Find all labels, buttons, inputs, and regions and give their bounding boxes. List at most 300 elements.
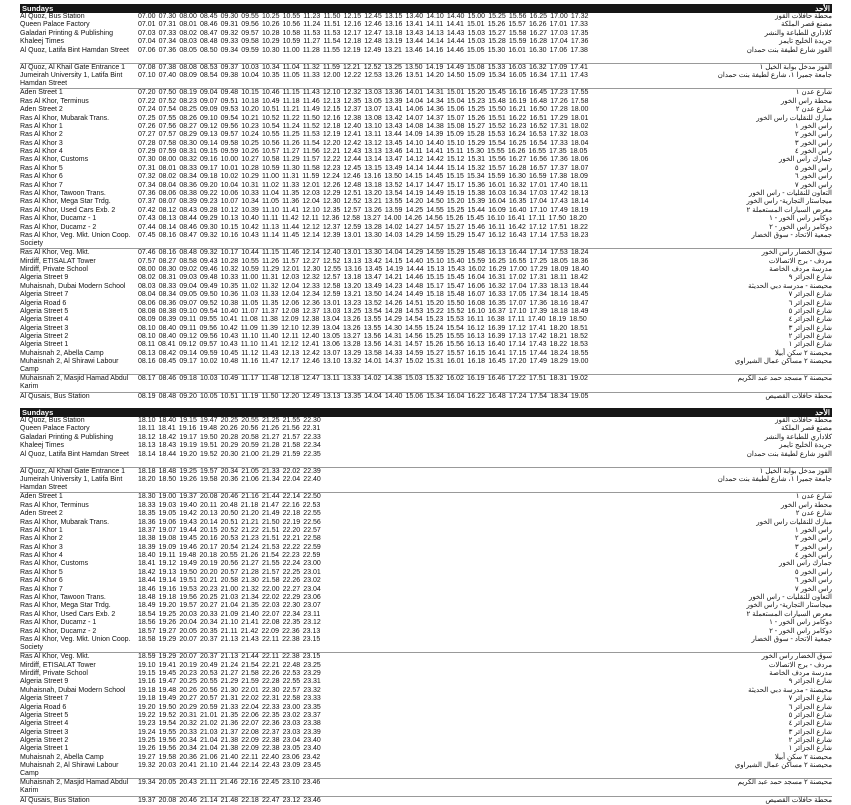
- stop-name-en: Ras Al Khor 7: [20, 181, 63, 189]
- departure-times: 07.24 07.54 08.25 09.09 09.53 10.20 10.51 11.21 11.49 12.15 12.37 13.07 13.41 14.06 14.36 15.06 15.25 15.50 16.21 16.50 17.28 18.00: [138, 106, 589, 114]
- stop-name-en: Al Quoz, Bus Station: [20, 13, 85, 20]
- departure-times: 19.34 20.05 20.43 21.11 21.46 22.16 22.45 23.10 23.46: [138, 779, 321, 787]
- stop-row: [20, 729, 832, 737]
- stop-name-ar: راس الخور ٤: [794, 148, 832, 156]
- stop-name-en: Ras Al Khor, Terminus: [20, 501, 89, 509]
- stop-name-ar: دوكامز راس الخور - ١: [769, 619, 832, 627]
- stop-name-en: Algeria Street 9: [20, 274, 69, 282]
- stop-row: [20, 527, 832, 535]
- stop-name-en: Ras Al Khor, Veg. Mkt.: [20, 249, 90, 257]
- departure-times: 08.02 08.31 09.03 09.48 10.33 11.00 11.31 12.03 12.32 12.57 13.18 13.47 14.21 14.46 15.15 15.45 16.04 16.31 17.02 17.31 18.11 18.42: [138, 274, 588, 282]
- departure-times: 08.10 08.40 09.11 09.56 10.42 11.09 11.39 12.10 12.39 13.04 13.26 13.55 14.30 14.55 15.24 15.54 16.12 16.39 17.12 17.41 18.20 18.51: [138, 324, 588, 332]
- departure-times: 07.43 08.13 08.44 09.29 10.13 10.40 11.11 11.42 12.11 12.36 12.58 13.27 14.00 14.26 14.56 15.26 15.45 16.10 16.41 17.11 17.50 18.20: [138, 215, 587, 223]
- stop-row: [20, 341, 832, 349]
- stop-row: [20, 148, 832, 156]
- stop-name-en: Queen Palace Factory: [20, 21, 90, 29]
- stop-row: [20, 258, 832, 266]
- stop-name-en: Al Qusais, Bus Station: [20, 392, 90, 400]
- stop-name-ar: راس الخور ٦: [794, 173, 832, 181]
- departure-times: 07.26 07.56 08.27 09.12 09.56 10.23 10.54 11.24 11.52 12.18 12.40 13.10 13.43 14.08 14.38 15.08 15.27 15.52 16.23 16.52 17.31 18.02: [138, 122, 589, 130]
- stop-name-en: Algeria Street 3: [20, 728, 69, 736]
- departure-times: 07.01 07.31 08.01 08.46 09.31 09.56 10.26 10.56 11.24 11.51 12.16 12.46 13.16 13.41 14.11 14.41 15.01 15.26 15.57 16.26 17.01 17.33: [138, 21, 588, 29]
- stop-name-ar: سوق الخضار راس الخور: [761, 653, 832, 661]
- stop-name-ar: راس الخور ٧: [794, 181, 832, 189]
- departure-times: 07.28 07.58 08.30 09.14 09.58 10.25 10.56 11.26 11.54 12.20 12.42 13.12 13.45 14.10 14.40 15.10 15.29 15.54 16.25 16.54 17.33 18.04: [138, 139, 589, 147]
- stop-row: [20, 442, 832, 450]
- stop-name-ar: راس الخور ٥: [794, 164, 832, 172]
- stop-name-en: Queen Palace Factory: [20, 425, 90, 433]
- departure-times: 07.20 07.50 08.19 09.04 09.48 10.15 10.46 11.15 11.43 12.10 12.32 13.03 13.36 14.01 14.31 15.01 15.20 15.45 16.16 16.45 17.23 17.55: [138, 89, 589, 97]
- stop-name-en: Ras Al Khor, Mubarak Trans.: [20, 114, 110, 122]
- stop-name-en: Algeria Street 1: [20, 745, 69, 753]
- stop-name-ar: التعاون للنقليات - راس الخور: [748, 190, 832, 198]
- stop-name-ar: شارع الجزائر ٥: [788, 711, 832, 719]
- departure-times: 18.11 18.41 19.16 19.48 20.26 20.56 21.26 21.56 22.31: [138, 425, 321, 433]
- stop-name-en: Algeria Street 7: [20, 695, 69, 703]
- departure-times: 07.10 07.40 08.09 08.54 09.38 10.04 10.35 11.05 11.33 12.00 12.22 12.53 13.26 13.51 14.20 14.50 15.09 15.34 16.05 16.34 17.11 17.43: [138, 72, 588, 80]
- departure-times: 18.57 19.27 20.05 20.35 21.11 21.42 22.09 22.36 23.13: [138, 627, 321, 635]
- stop-name-ar: شارع الجزائر ١: [788, 341, 832, 349]
- stop-row: [20, 207, 832, 215]
- departure-times: 18.46 19.16 19.53 20.23 21.00 21.32 22.00 22.27 23.04: [138, 585, 321, 593]
- stop-row: [20, 374, 832, 391]
- stop-name-ar: القوز شارع لطيفة بنت حمدان: [746, 450, 832, 458]
- stop-name-en: Ras Al Khor, Used Cars Exb. 2: [20, 610, 116, 618]
- stop-name-en: Al Quoz, Bus Station: [20, 417, 85, 424]
- timetable-morning: [20, 4, 832, 401]
- stop-name-en: Algeria Street 9: [20, 678, 69, 686]
- stop-name-en: Khaleej Times: [20, 442, 64, 450]
- stop-name-en: Ras Al Khor 3: [20, 543, 63, 551]
- stop-row: [20, 173, 832, 181]
- departure-times: 18.35 19.05 19.42 20.13 20.50 21.20 21.49 22.18 22.55: [138, 510, 321, 518]
- stop-row: [20, 13, 832, 21]
- departure-times: 18.44 19.14 19.51 20.21 20.58 21.30 21.58 22.26 23.02: [138, 577, 321, 585]
- stop-row: [20, 98, 832, 106]
- stop-row: [20, 300, 832, 308]
- departure-times: 07.00 07.30 08.00 08.45 09.30 09.55 10.25 10.55 11.23 11.50 12.15 12.45 13.15 13.40 14.10 14.40 15.00 15.25 15.56 16.25 17.00 17.32: [138, 13, 589, 20]
- stop-name-en: Algeria Street 5: [20, 307, 69, 315]
- departure-times: 18.13 18.43 19.19 19.51 20.29 20.59 21.28 21.58 22.34: [138, 442, 321, 450]
- stop-name-en: Ras Al Khor, Customs: [20, 156, 89, 164]
- stop-name-ar: محطة راس الخور: [780, 501, 832, 509]
- stop-name-en: Ras Al Khor, Tawoon Trans.: [20, 190, 106, 198]
- stop-row: [20, 308, 832, 316]
- departure-times: 07.08 07.38 08.08 08.53 09.37 10.03 10.34 11.04 11.32 11.59 12.21 12.52 13.25 13.50 14.19 14.49 15.08 15.33 16.03 16.32 17.09 17.41: [138, 63, 588, 71]
- departure-times: 19.26 19.56 20.34 21.04 21.38 22.09 22.38 23.05 23.40: [138, 745, 321, 753]
- stop-name-ar: شارع الجزائر ٩: [788, 678, 832, 686]
- stop-name-en: Algeria Street 4: [20, 720, 69, 728]
- stop-name-en: Ras Al Khor, Veg. Mkt.: [20, 653, 90, 661]
- stop-name-ar: شارع الجزائر ٦: [788, 703, 832, 711]
- departure-times: 18.54 19.25 20.03 20.33 21.09 21.40 22.07 22.34 23.11: [138, 610, 321, 618]
- stop-name-en: Mirdiff, Private School: [20, 669, 88, 677]
- stop-name-en: Al Qusais, Bus Station: [20, 796, 90, 804]
- stop-row: [20, 434, 832, 442]
- departure-times: 07.27 07.57 08.29 09.13 09.57 10.24 10.55 11.25 11.53 12.19 12.41 13.11 13.44 14.09 14.39 15.09 15.28 15.53 16.24 16.53 17.32 18.03: [138, 131, 588, 139]
- stop-name-ar: جامعة جميرا ١، شارع لطيفة بنت حمدان: [717, 72, 832, 80]
- stop-name-ar: جمارك راس الخور: [778, 560, 832, 568]
- stop-row: [20, 140, 832, 148]
- departure-times: 18.36 19.06 19.43 20.14 20.51 21.21 21.50 22.19 22.56: [138, 518, 321, 526]
- stop-name-ar: راس الخور ٣: [794, 139, 832, 147]
- stop-name-ar: جمعية الاتحاد - سوق الخضار: [751, 231, 832, 239]
- stop-name-ar: معرض السيارات المستعملة ٢: [746, 206, 832, 214]
- stop-row: [20, 165, 832, 173]
- stop-name-en: Algeria Street 2: [20, 737, 69, 745]
- stop-name-en: Ras Al Khor, Ducamz - 1: [20, 215, 97, 223]
- departure-times: 18.18 18.48 19.25 19.57 20.34 21.05 21.33 22.02 22.39: [138, 467, 321, 475]
- stop-name-en: Algeria Street 1: [20, 341, 69, 349]
- stop-name-ar: محطة حافلات القوز: [775, 417, 832, 424]
- departure-times: 07.06 07.36 08.05 08.50 09.34 09.59 10.30 11.00 11.28 11.55 12.19 12.49 13.21 13.46 14.16 14.46 15.05 15.30 16.01 16.30 17.06 17.38: [138, 46, 588, 54]
- stop-row: [20, 283, 832, 291]
- stop-name-ar: راس الخور ٧: [794, 585, 832, 593]
- stop-name-en: Ras Al Khor, Mega Star Trdg.: [20, 602, 111, 610]
- departure-times: 18.41 19.12 19.49 20.19 20.56 21.27 21.55 22.24 23.00: [138, 560, 321, 568]
- stop-name-en: Algeria Street 4: [20, 316, 69, 324]
- departure-times: 07.25 07.55 08.26 09.10 09.54 10.21 10.52 11.22 11.50 12.16 12.38 13.08 13.42 14.07 14.37 15.07 15.26 15.51 16.22 16.51 17.29 18.01: [138, 114, 589, 122]
- departure-times: 18.33 19.03 19.40 20.11 20.48 21.18 21.47 22.16 22.53: [138, 501, 321, 509]
- stop-name-ar: شارع عدن ٢: [795, 510, 832, 518]
- stop-row: [20, 577, 832, 585]
- stop-name-ar: كلاداري للطباعة والنشر: [764, 433, 832, 441]
- stop-row: [20, 38, 832, 46]
- stop-name-en: Mirdiff, ETISALAT Tower: [20, 661, 96, 669]
- stop-name-en: Muhaisnah 2, Al Shirawi Labour Camp: [20, 358, 119, 374]
- stop-name-en: Ras Al Khor, Mubarak Trans.: [20, 518, 110, 526]
- stop-name-en: Ras Al Khor, Customs: [20, 560, 89, 568]
- stop-name-ar: راس الخور ٥: [794, 568, 832, 576]
- stop-row: [20, 106, 832, 114]
- stop-name-ar: محطة حافلات القصيص: [765, 392, 832, 400]
- departure-times: 19.27 19.58 20.36 21.06 21.40 22.11 22.40 23.06 23.42: [138, 753, 321, 761]
- stop-name-ar: مبارك للنقليات راس الخور: [756, 518, 832, 526]
- stop-name-en: Algeria Street 7: [20, 291, 69, 299]
- departure-times: 18.30 19.00 19.37 20.08 20.46 21.16 21.44 22.14 22.50: [138, 493, 321, 501]
- stop-name-en: Jumeirah University 1, Latifa Bint Hamdan Street: [20, 476, 123, 492]
- stop-row: [20, 678, 832, 686]
- stop-name-en: Aden Street 1: [20, 89, 63, 97]
- stop-name-en: Algeria Road 6: [20, 299, 67, 307]
- departure-times: 19.16 19.47 20.25 20.55 21.29 21.59 22.28 22.55 23.31: [138, 678, 321, 686]
- stop-name-en: Algeria Street 5: [20, 711, 69, 719]
- stop-name-en: Ras Al Khor 2: [20, 131, 63, 139]
- stop-name-ar: شارع الجزائر ١: [788, 745, 832, 753]
- stop-name-en: Muhaisnah 2, Abella Camp: [20, 753, 104, 761]
- stop-name-en: Galadari Printing & Publishing: [20, 29, 113, 37]
- departure-times: 07.04 07.34 08.03 08.48 09.33 09.58 10.29 10.59 11.27 11.54 12.18 12.48 13.19 13.44 14.14 14.44 15.03 15.28 15.59 16.28 17.04 17.36: [138, 38, 589, 46]
- stop-row: [20, 215, 832, 223]
- departure-times: 07.29 07.59 08.31 09.15 09.59 10.26 10.57 11.27 11.56 12.21 12.43 13.13 13.46 14.11 14.41 15.11 15.30 15.55 16.26 16.55 17.35 18.05: [138, 148, 588, 156]
- departure-times: 18.14 18.44 19.20 19.52 20.30 21.00 21.29 21.59 22.35: [138, 450, 321, 458]
- departure-times: 07.36 08.06 08.38 09.22 10.06 10.33 11.04 11.35 12.03 12.29 12.51 13.20 13.54 14.19 14.49 15.19 15.38 16.03 16.34 17.03 17.42 18.13: [138, 190, 589, 198]
- stop-row: [20, 274, 832, 282]
- stop-row: [20, 737, 832, 745]
- stop-name-en: Ras Al Khor 6: [20, 173, 63, 181]
- stop-name-en: Ras Al Khor, Ducamz - 2: [20, 223, 97, 231]
- departure-times: 08.10 08.40 09.12 09.56 10.43 11.10 11.40 12.11 12.40 13.05 13.27 13.56 14.31 14.56 15.25 15.55 16.13 16.39 17.13 17.42 18.21 18.52: [138, 333, 588, 341]
- stop-row: [20, 628, 832, 636]
- departure-times: 19.22 19.52 20.31 21.01 21.35 22.06 22.35 23.02 23.37: [138, 711, 321, 719]
- stop-row: [20, 502, 832, 510]
- stop-row: [20, 417, 832, 425]
- stop-name-ar: شارع عدن ٢: [795, 106, 832, 114]
- departure-times: 19.37 20.08 20.46 21.14 21.48 22.18 22.47 23.12 23.46: [138, 796, 321, 804]
- departure-times: 07.03 07.33 08.02 08.47 09.32 09.57 10.28 10.58 11.53 11.53 12.17 12.47 13.18 13.43 14.13 14.43 15.03 15.27 15.58 16.27 17.03 17.35: [138, 29, 589, 37]
- stop-row: [20, 636, 832, 652]
- stop-name-en: Muhaisnah, Dubai Modern School: [20, 686, 126, 694]
- stop-row: [20, 190, 832, 198]
- departure-times: 08.09 08.39 09.11 09.55 10.41 11.08 11.38 12.09 12.38 13.04 13.26 13.55 14.29 14.54 15.23 15.53 16.11 16.38 17.11 17.40 18.19 18.50: [138, 316, 587, 324]
- stop-name-en: Ras Al Khor, Ducamz - 2: [20, 627, 97, 635]
- departure-times: 07.22 07.52 08.23 09.07 09.51 10.18 10.49 11.18 11.46 12.13 12.35 13.05 13.39 14.04 14.34 15.04 15.23 15.48 16.19 16.48 17.26 17.58: [138, 97, 589, 105]
- stop-name-ar: راس الخور ٣: [794, 543, 832, 551]
- departure-times: 08.08 08.38 09.10 09.54 10.40 11.07 11.37 12.08 12.37 13.03 13.25 13.54 14.28 14.53 15.22 15.52 16.10 16.37 17.10 17.39 18.18 18.49: [138, 307, 589, 315]
- stop-name-ar: جمارك راس الخور: [778, 156, 832, 164]
- stop-row: [20, 569, 832, 577]
- stop-name-en: Ras Al Khor, Mega Star Trdg.: [20, 198, 111, 206]
- stop-name-ar: شارع عدن ١: [795, 493, 832, 501]
- stop-name-ar: راس الخور ٢: [794, 131, 832, 139]
- stop-row: [20, 47, 832, 63]
- departure-times: 19.18 19.48 20.26 20.56 21.30 22.01 22.30 22.57 23.32: [138, 686, 321, 694]
- departure-times: 18.42 19.13 19.50 20.20 20.57 21.28 21.57 22.25 23.01: [138, 568, 321, 576]
- stop-name-en: Ras Al Khor, Used Cars Exb. 2: [20, 206, 116, 214]
- departure-times: 18.20 18.50 19.26 19.58 20.36 21.06 21.34 22.04 22.40: [138, 476, 321, 484]
- stop-row: [20, 30, 832, 38]
- departure-times: 19.25 19.56 20.34 21.04 21.38 22.09 22.38 23.04 23.40: [138, 737, 321, 745]
- stop-row: [20, 594, 832, 602]
- stop-row: [20, 704, 832, 712]
- stop-name-en: Ras Al Khor, Tawoon Trans.: [20, 594, 106, 602]
- departure-times: 18.38 19.08 19.45 20.16 20.53 21.23 21.51 22.21 22.58: [138, 535, 321, 543]
- section-header: [20, 408, 832, 417]
- stop-name-ar: محيصنة - مدرسة دبي الحديثة: [748, 282, 832, 290]
- departure-times: 08.13 08.42 09.14 09.59 10.45 11.12 11.43 12.13 12.42 13.07 13.29 13.58 14.33 14.59 15.27 15.57 16.15 16.41 17.15 17.44 18.24 18.55: [138, 349, 589, 357]
- stop-row: [20, 670, 832, 678]
- departure-times: 19.23 19.54 20.32 21.02 21.36 22.07 22.36 23.03 23.38: [138, 720, 321, 728]
- stop-row: [20, 425, 832, 433]
- stop-name-ar: شارع الجزائر ٤: [788, 720, 832, 728]
- stop-row: [20, 451, 832, 467]
- stop-name-en: Ras Al Khor, Veg. Mkt. Union Coop. Society: [20, 635, 131, 651]
- stop-name-en: Ras Al Khor 3: [20, 139, 63, 147]
- stop-name-ar: القوز مدخل بوابة الخيل ١: [759, 467, 832, 475]
- stop-name-ar: دوكامز راس الخور - ٢: [769, 223, 832, 231]
- stop-row: [20, 611, 832, 619]
- stop-name-en: Muhaisnah 2, Masjid Hamad Abdul Karim: [20, 375, 129, 391]
- stop-name-ar: محطة حافلات القصيص: [765, 796, 832, 804]
- stop-name-en: Ras Al Khor 7: [20, 585, 63, 593]
- stop-name-en: Ras Al Khor 6: [20, 577, 63, 585]
- departure-times: 08.17 08.46 09.18 10.03 10.49 11.17 11.48 12.18 12.47 13.11 13.33 14.02 14.38 15.03 15.32 16.02 16.19 16.46 17.22 17.51 18.31 19.02: [138, 375, 588, 383]
- stop-name-ar: شارع الجزائر ٩: [788, 274, 832, 282]
- stop-name-ar: شارع الجزائر ٣: [788, 728, 832, 736]
- stop-row: [20, 291, 832, 299]
- stop-name-ar: جريدة الخليج تايمز: [779, 38, 832, 46]
- stop-row: [20, 198, 832, 206]
- departure-times: 18.49 19.20 19.57 20.27 21.04 21.35 22.03 22.30 23.07: [138, 602, 321, 610]
- stop-row: [20, 476, 832, 492]
- stop-row: [20, 63, 832, 72]
- stop-name-en: Jumeirah University 1, Latifa Bint Hamdan Street: [20, 72, 123, 88]
- departure-times: 19.24 19.55 20.33 21.03 21.37 22.08 22.37 23.03 23.39: [138, 728, 321, 736]
- departure-times: 07.34 08.04 08.36 09.20 10.04 10.31 11.02 11.33 12.01 12.26 12.48 13.18 13.52 14.17 14.47 15.17 15.36 16.01 16.32 17.01 17.40 18.11: [138, 181, 588, 189]
- departure-times: 08.03 08.33 09.04 09.49 10.35 11.02 11.32 12.04 12.33 12.58 13.20 13.49 14.23 14.48 15.17 15.47 16.06 16.32 17.04 17.33 18.13 18.44: [138, 282, 589, 290]
- stop-name-ar: شارع الجزائر ٧: [788, 695, 832, 703]
- stop-name-ar: التعاون للنقليات - راس الخور: [748, 594, 832, 602]
- stop-name-ar: راس الخور ١: [794, 526, 832, 534]
- stop-row: [20, 115, 832, 123]
- stop-name-ar: كلاداري للطباعة والنشر: [764, 29, 832, 37]
- stop-name-en: Aden Street 1: [20, 493, 63, 501]
- stop-name-en: Ras Al Khor 5: [20, 164, 63, 172]
- stop-name-ar: معرض السيارات المستعملة ٢: [746, 610, 832, 618]
- stop-name-en: Ras Al Khor 4: [20, 552, 63, 560]
- stop-name-ar: محيصنة ٢ سكن أبيلا: [774, 753, 832, 761]
- stop-name-ar: شارع الجزائر ٦: [788, 299, 832, 307]
- stop-name-en: Aden Street 2: [20, 106, 63, 114]
- stop-name-ar: محيصنة ٢ مساكن عمال الشيراوي: [734, 358, 832, 366]
- stop-row: [20, 745, 832, 753]
- departure-times: 07.57 08.27 08.58 09.43 10.28 10.55 11.26 11.57 12.27 12.52 13.13 13.42 14.15 14.40 15.10 15.40 15.59 16.25 16.55 17.25 18.05 18.36: [138, 257, 589, 265]
- departure-times: 18.59 19.29 20.07 20.37 21.13 21.44 22.11 22.38 23.15: [138, 653, 321, 661]
- stop-name-en: Ras Al Khor 2: [20, 535, 63, 543]
- departure-times: 07.45 08.16 08.47 09.32 10.16 10.43 11.14 11.45 12.14 12.39 13.01 13.30 14.03 14.29 14.59 15.29 15.47 16.12 16.43 17.14 17.53 18.23: [138, 231, 589, 239]
- stop-name-ar: القوز مدخل بوابة الخيل ١: [759, 63, 832, 71]
- stop-name-ar: محطة حافلات القوز: [775, 13, 832, 20]
- stop-name-ar: مبارك للنقليات راس الخور: [756, 114, 832, 122]
- stop-name-en: Ras Al Khor, Terminus: [20, 97, 89, 105]
- timetable-evening: [20, 408, 832, 805]
- stop-row: [20, 695, 832, 703]
- stop-name-ar: محطة راس الخور: [780, 97, 832, 105]
- stop-name-en: Ras Al Khor 1: [20, 526, 63, 534]
- stop-row: [20, 510, 832, 518]
- stop-row: [20, 652, 832, 661]
- stop-row: [20, 325, 832, 333]
- stop-name-ar: راس الخور ٦: [794, 577, 832, 585]
- stop-row: [20, 131, 832, 139]
- departure-times: 07.30 08.00 08.32 09.16 10.00 10.27 10.58 11.29 11.57 12.22 12.44 13.14 13.47 14.12 14.42 15.12 15.31 15.56 16.27 16.56 17.36 18.06: [138, 156, 589, 164]
- stop-name-ar: شارع عدن ١: [795, 89, 832, 97]
- stop-name-en: Muhaisnah 2, Abella Camp: [20, 349, 104, 357]
- stop-row: [20, 72, 832, 88]
- departure-times: 07.32 08.02 08.34 09.18 10.02 10.29 11.00 11.31 11.59 12.24 12.46 13.16 13.50 14.15 14.45 15.15 15.34 15.59 16.30 16.59 17.38 18.09: [138, 173, 588, 181]
- stop-row: [20, 778, 832, 795]
- stop-name-en: Al Quoz, Latifa Bint Hamdan Street: [20, 46, 129, 54]
- stop-name-ar: مدرسة مردف الخاصة: [769, 669, 832, 677]
- stop-name-ar: شارع الجزائر ٧: [788, 291, 832, 299]
- section-title-en: Sundays: [22, 4, 54, 13]
- stop-name-en: Khaleej Times: [20, 38, 64, 46]
- stop-name-ar: مصنع قصر الملكة: [781, 425, 832, 433]
- departure-times: 18.37 19.07 19.44 20.15 20.52 21.22 21.51 22.20 22.57: [138, 526, 321, 534]
- stop-row: [20, 21, 832, 29]
- departure-times: 19.10 19.41 20.19 20.49 21.24 21.54 22.21 22.48 23.25: [138, 661, 321, 669]
- departure-times: 19.32 20.03 20.41 21.10 21.44 22.14 22.43 23.09 23.45: [138, 762, 321, 770]
- stop-name-ar: جمعية الاتحاد - سوق الخضار: [751, 635, 832, 643]
- stop-name-ar: جريدة الخليج تايمز: [779, 442, 832, 450]
- stop-name-en: Al Quoz, Al Khail Gate Entrance 1: [20, 63, 126, 71]
- stop-name-en: Galadari Printing & Publishing: [20, 433, 113, 441]
- departure-times: 18.12 18.42 19.17 19.50 20.28 20.58 21.27 21.57 22.33: [138, 433, 321, 441]
- stop-row: [20, 316, 832, 324]
- stop-name-ar: شارع الجزائر ٤: [788, 316, 832, 324]
- stop-row: [20, 224, 832, 232]
- stop-name-ar: مردف - برج الاتصالات: [768, 257, 832, 265]
- stop-name-ar: ميجاستار التجارية- راس الخور: [746, 602, 832, 610]
- stop-name-ar: مردف - برج الاتصالات: [768, 661, 832, 669]
- stop-name-ar: محيصنة ٢ سكن أبيلا: [774, 349, 832, 357]
- stop-row: [20, 720, 832, 728]
- stop-name-en: Aden Street 2: [20, 510, 63, 518]
- stop-name-en: Ras Al Khor, Veg. Mkt. Union Coop. Society: [20, 231, 131, 247]
- departure-times: 18.58 19.29 20.07 20.37 21.13 21.43 22.11 22.38 23.15: [138, 635, 321, 643]
- stop-name-en: Al Quoz, Al Khail Gate Entrance 1: [20, 467, 126, 475]
- stop-name-ar: راس الخور ١: [794, 122, 832, 130]
- stop-row: [20, 123, 832, 131]
- stop-name-en: Mirdiff, ETISALAT Tower: [20, 257, 96, 265]
- stop-name-en: Ras Al Khor 5: [20, 568, 63, 576]
- departure-times: 07.37 08.07 08.39 09.23 10.07 10.34 11.05 11.36 12.04 12.30 12.52 13.21 13.55 14.20 14.50 15.20 15.39 16.04 16.35 17.04 17.43 18.14: [138, 198, 589, 206]
- stop-name-ar: شارع الجزائر ٢: [788, 737, 832, 745]
- stop-name-ar: محيصنة ٢ مسجد حمد عبد الكريم: [737, 375, 832, 383]
- stop-name-en: Muhaisnah 2, Masjid Hamad Abdul Karim: [20, 779, 129, 795]
- departure-times: 08.00 08.30 09.02 09.46 10.32 10.59 11.29 12.01 12.30 12.55 13.16 13.45 14.19 14.44 15.13 15.43 16.02 16.29 17.00 17.29 18.09 18.40: [138, 265, 589, 273]
- stop-name-en: Mirdiff, Private School: [20, 265, 88, 273]
- departure-times: 07.31 08.01 08.33 09.17 10.01 10.28 10.59 11.30 11.58 12.23 12.45 13.15 13.49 14.14 14.44 15.14 15.32 15.57 16.28 16.57 17.37 18.07: [138, 164, 589, 172]
- stop-name-ar: شارع الجزائر ٥: [788, 307, 832, 315]
- stop-name-ar: دوكامز راس الخور - ٢: [769, 627, 832, 635]
- section-title-en: Sundays: [22, 408, 54, 417]
- stop-row: [20, 662, 832, 670]
- section-title-ar: الأحد: [815, 408, 830, 417]
- stop-name-ar: راس الخور ٤: [794, 552, 832, 560]
- departure-times: 18.48 19.18 19.56 20.25 21.03 21.34 22.02 22.29 23.06: [138, 594, 321, 602]
- departure-times: 07.44 08.14 08.46 09.30 10.15 10.42 11.13 11.44 12.12 12.37 12.59 13.28 14.02 14.27 14.57 15.27 15.46 16.11 16.42 17.12 17.51 18.22: [138, 223, 588, 231]
- stop-row: [20, 467, 832, 476]
- stop-name-ar: القوز شارع لطيفة بنت حمدان: [746, 46, 832, 54]
- stop-name-en: Ras Al Khor 4: [20, 148, 63, 156]
- stop-row: [20, 248, 832, 257]
- stop-name-en: Ras Al Khor 1: [20, 122, 63, 130]
- departure-times: 19.18 19.49 20.27 20.57 21.31 22.02 22.31 22.58 23.33: [138, 695, 321, 703]
- departure-times: 08.04 08.34 09.05 09.50 10.36 11.03 11.33 12.04 12.34 12.59 13.21 13.50 14.24 14.49 15.18 15.48 16.07 16.33 17.05 17.34 18.14 18.45: [138, 291, 589, 299]
- stop-row: [20, 392, 832, 401]
- stop-name-ar: شارع الجزائر ٣: [788, 324, 832, 332]
- stop-name-en: Algeria Street 3: [20, 324, 69, 332]
- stop-name-ar: راس الخور ٢: [794, 535, 832, 543]
- stop-row: [20, 544, 832, 552]
- stop-name-en: Muhaisnah 2, Al Shirawi Labour Camp: [20, 762, 119, 778]
- stop-row: [20, 535, 832, 543]
- stop-name-ar: محيصنة ٢ مساكن عمال الشيراوي: [734, 762, 832, 770]
- departure-times: 07.42 08.12 08.43 09.28 10.12 10.39 11.10 11.41 12.10 12.35 12.57 13.26 13.59 14.25 14.55 15.25 15.44 16.09 16.40 17.10 17.49 18.19: [138, 206, 589, 214]
- stop-name-ar: دوكامز راس الخور - ١: [769, 215, 832, 223]
- stop-row: [20, 552, 832, 560]
- stop-name-ar: محيصنة ٢ مسجد حمد عبد الكريم: [737, 779, 832, 787]
- stop-name-en: Muhaisnah, Dubai Modern School: [20, 282, 126, 290]
- departure-times: 18.56 19.26 20.04 20.34 21.10 21.41 22.08 22.35 23.12: [138, 619, 321, 627]
- stop-row: [20, 560, 832, 568]
- departure-times: 18.40 19.11 19.48 20.18 20.55 21.26 21.54 22.23 22.59: [138, 552, 321, 560]
- stop-name-ar: سوق الخضار راس الخور: [761, 249, 832, 257]
- stop-name-en: Algeria Street 2: [20, 333, 69, 341]
- departure-times: 18.10 18.40 19.15 19.47 20.25 20.55 21.25 21.55 22.30: [138, 417, 321, 424]
- stop-name-ar: مصنع قصر الملكة: [781, 21, 832, 29]
